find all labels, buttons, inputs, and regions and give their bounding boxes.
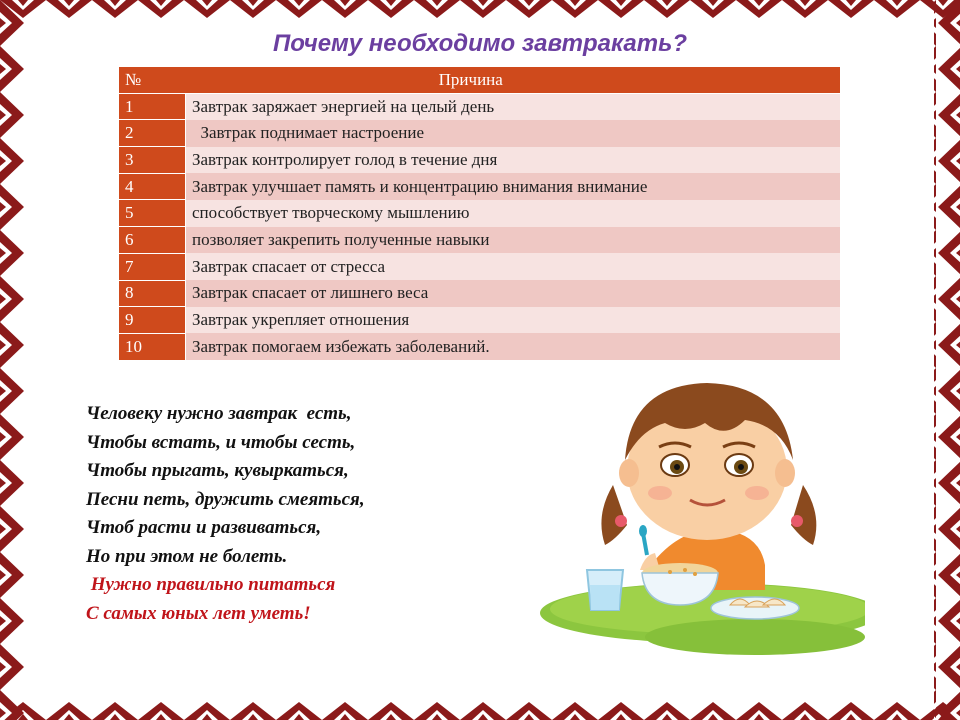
row-number: 9 xyxy=(119,307,186,334)
row-reason: Завтрак поднимает настроение xyxy=(186,120,841,147)
poem-line: Чтобы встать, и чтобы сесть, xyxy=(86,431,356,453)
table-row xyxy=(119,200,840,227)
page-title: Почему необходимо завтракать? xyxy=(272,30,688,57)
table-row xyxy=(119,147,840,174)
table-row xyxy=(119,307,840,334)
poem-line: Песни петь, дружить смеяться, xyxy=(86,488,365,510)
row-reason: Завтрак укрепляет отношения xyxy=(186,307,841,334)
row-reason: способствует творческому мышлению xyxy=(186,200,841,227)
reasons-table xyxy=(119,67,840,361)
row-number: 6 xyxy=(119,227,186,254)
row-number: 2 xyxy=(119,120,186,147)
table-row xyxy=(119,173,840,200)
table-row xyxy=(119,253,840,280)
row-number: 8 xyxy=(119,280,186,307)
row-reason: Завтрак контролирует голод в течение дня xyxy=(186,147,841,174)
poem-line: Чтоб расти и развиваться, xyxy=(86,517,322,538)
poem-line-highlight: Нужно правильно питаться xyxy=(86,574,336,595)
poem-line: Чтобы прыгать, кувыркаться, xyxy=(86,460,349,481)
row-number: 1 xyxy=(119,93,186,120)
row-number: 5 xyxy=(119,200,186,227)
row-reason: Завтрак заряжает энергией на целый день xyxy=(186,93,841,120)
row-number: 3 xyxy=(119,147,186,174)
row-reason: Завтрак спасает от лишнего веса xyxy=(186,280,841,307)
row-reason: Завтрак спасает от стресса xyxy=(186,253,841,280)
row-reason: позволяет закрепить полученные навыки xyxy=(186,227,841,254)
table-row xyxy=(119,120,840,147)
table-row xyxy=(119,93,840,120)
girl-eating-breakfast-illustration xyxy=(535,365,865,665)
column-header-number: № xyxy=(119,67,186,93)
row-reason: Завтрак помогаем избежать заболеваний. xyxy=(186,333,841,360)
row-number: 7 xyxy=(119,253,186,280)
poem-line: Но при этом не болеть. xyxy=(86,545,288,567)
column-header-reason: Причина xyxy=(186,67,841,93)
poem xyxy=(86,400,365,628)
poem-line-highlight: С самых юных лет уметь! xyxy=(86,602,311,624)
row-number: 10 xyxy=(119,333,186,360)
poem-line: Человеку нужно завтрак есть, xyxy=(86,403,352,424)
table-row xyxy=(119,227,840,254)
table-header-row xyxy=(119,67,840,93)
table-row xyxy=(119,333,840,360)
row-reason: Завтрак улучшает память и концентрацию внимания внимание xyxy=(186,173,841,200)
table-row xyxy=(119,280,840,307)
row-number: 4 xyxy=(119,173,186,200)
